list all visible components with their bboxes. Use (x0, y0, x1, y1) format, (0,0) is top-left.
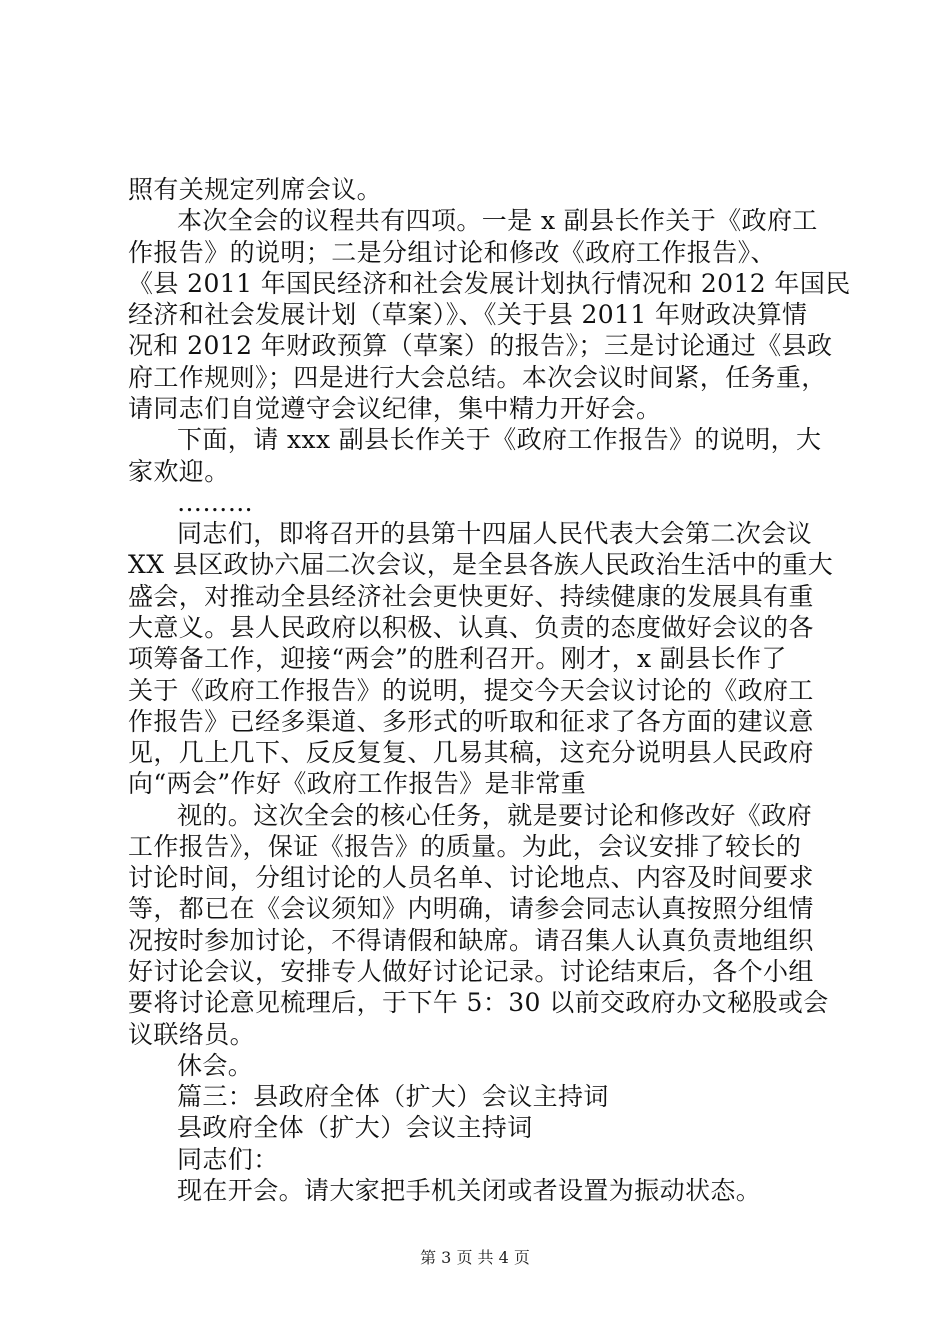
text-line: 请同志们自觉遵守会议纪律，集中精力开好会。 (128, 394, 662, 423)
text-line: 见，几上几下、反反复复、几易其稿，这充分说明县人民政府 (128, 738, 814, 767)
text-line: 等，都已在《会议须知》内明确，请参会同志认真按照分组情 (128, 894, 814, 923)
paragraph-start-line: 现在开会。请大家把手机关闭或者设置为振动状态。 (177, 1176, 762, 1205)
text-line: 议联络员。 (128, 1020, 256, 1049)
text-line: 况按时参加讨论，不得请假和缺席。请召集人认真负责地组织 (128, 926, 814, 955)
paragraph-start-line: 本次全会的议程共有四项。一是 x 副县长作关于《政府工 (177, 206, 818, 235)
text-line: 要将讨论意见梳理后，于下午 5：30 以前交政府办文秘股或会 (128, 988, 829, 1017)
text-line: 《县 2011 年国民经济和社会发展计划执行情况和 2012 年国民 (128, 269, 851, 298)
text-line: 作报告》的说明；二是分组讨论和修改《政府工作报告》、 (128, 238, 776, 267)
paragraph-start-line: 休会。 (177, 1051, 254, 1080)
section-heading: 篇三：县政府全体（扩大）会议主持词 (177, 1082, 609, 1111)
text-line: 项筹备工作，迎接“两会”的胜利召开。刚才，x 副县长作了 (128, 644, 787, 673)
text-line: 经济和社会发展计划（草案）》、《关于县 2011 年财政决算情 (128, 300, 808, 329)
text-line: 况和 2012 年财政预算（草案）的报告》；三是讨论通过《县政 (128, 331, 833, 360)
text-line: 工作报告》，保证《报告》的质量。为此，会议安排了较长的 (128, 832, 802, 861)
section-title: 县政府全体（扩大）会议主持词 (177, 1113, 533, 1142)
page-footer: 第 3 页 共 4 页 (420, 1248, 530, 1267)
text-line: 讨论时间，分组讨论的人员名单、讨论地点、内容及时间要求 (128, 863, 814, 892)
text-line: 府工作规则》；四是进行大会总结。本次会议时间紧，任务重， (128, 363, 827, 392)
text-line: 盛会，对推动全县经济社会更快更好、持续健康的发展具有重 (128, 582, 814, 611)
paragraph-start-line: 下面，请 xxx 副县长作关于《政府工作报告》的说明，大 (177, 425, 822, 454)
text-line: 家欢迎。 (128, 457, 230, 486)
ellipsis-line: ……… (177, 488, 254, 517)
text-line: 向“两会”作好《政府工作报告》是非常重 (128, 769, 587, 798)
text-line: 关于《政府工作报告》的说明，提交今天会议讨论的《政府工 (128, 676, 814, 705)
text-line: 好讨论会议，安排专人做好讨论记录。讨论结束后，各个小组 (128, 957, 814, 986)
paragraph-start-line: 视的。这次全会的核心任务，就是要讨论和修改好《政府 (177, 801, 813, 830)
text-line: 照有关规定列席会议。 (128, 175, 383, 204)
salutation-line: 同志们： (177, 1145, 279, 1174)
text-line: 大意义。县人民政府以积极、认真、负责的态度做好会议的各 (128, 613, 814, 642)
text-line: 作报告》已经多渠道、多形式的听取和征求了各方面的建议意 (128, 707, 814, 736)
text-line: XX 县区政协六届二次会议，是全县各族人民政治生活中的重大 (128, 550, 834, 579)
paragraph-start-line: 同志们，即将召开的县第十四届人民代表大会第二次会议 (177, 519, 813, 548)
